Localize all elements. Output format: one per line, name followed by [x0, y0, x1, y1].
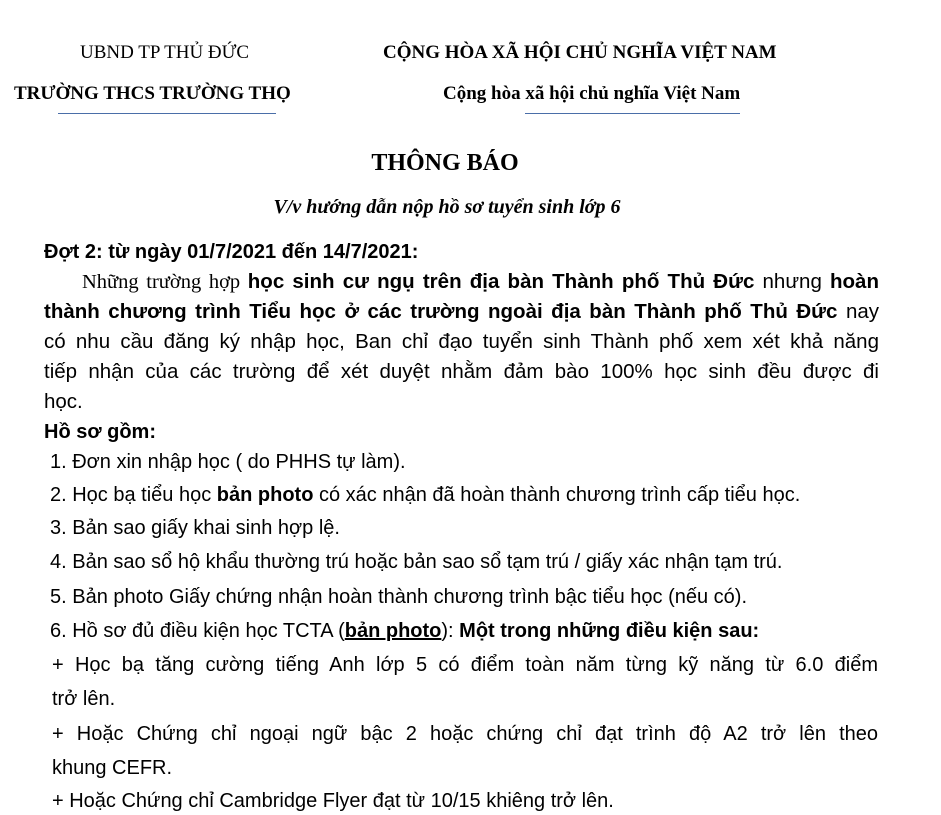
condition-2-line-2: khung CEFR.	[52, 757, 173, 779]
paragraph-line-2	[44, 300, 879, 324]
right-header-rule	[525, 113, 740, 114]
paragraph-mid: nhưng	[754, 270, 831, 293]
paragraph-line-5: học.	[44, 390, 83, 413]
condition-1-line-1: + Học bạ tăng cường tiếng Anh lớp 5 có điểm toàn năm từng kỹ năng từ 6.0 điểm	[52, 654, 878, 676]
documents-heading: Hồ sơ gồm:	[44, 421, 156, 443]
document-subtitle: V/v hướng dẫn nộp hồ sơ tuyển sinh lớp 6	[273, 196, 621, 218]
round-heading: Đợt 2: từ ngày 01/7/2021 đến 14/7/2021:	[44, 241, 419, 263]
list-item-6-mid: ):	[441, 620, 460, 642]
paragraph-bold-program: thành chương trình Tiểu học ở các trường ngoài địa bàn Thành phố Thủ Đức	[44, 300, 838, 323]
list-item-3: 3. Bản sao giấy khai sinh hợp lệ.	[50, 517, 340, 539]
list-item-2-pre: 2. Học bạ tiểu học	[50, 484, 217, 506]
paragraph-line-1	[44, 270, 879, 294]
paragraph-rest: nay	[837, 300, 879, 323]
left-header-rule	[58, 113, 276, 114]
paragraph-line-4: tiếp nhận của các trường để xét duyệt nhằm đảm bào 100% học sinh đều được đi	[44, 360, 879, 383]
school-name: TRƯỜNG THCS TRƯỜNG THỌ	[14, 83, 291, 104]
paragraph-prefix: Những trường hợp	[82, 271, 248, 293]
paragraph-bold-complete: hoàn	[830, 270, 879, 293]
list-item-2-bold: bản photo	[216, 484, 314, 506]
condition-3: + Hoặc Chứng chỉ Cambridge Flyer đạt từ 10/15 khiêng trở lên.	[52, 790, 614, 812]
list-item-2	[50, 484, 800, 507]
list-item-1: 1. Đơn xin nhập học ( do PHHS tự làm).	[50, 451, 406, 473]
paragraph-bold-residence: học sinh cư ngụ trên địa bàn Thành phố Thủ Đức	[247, 270, 755, 293]
district-committee-label: UBND TP THỦ ĐỨC	[80, 42, 250, 63]
list-item-6-underline: bản photo	[344, 620, 442, 642]
condition-1-line-2: trở lên.	[52, 688, 116, 710]
national-motto: Cộng hòa xã hội chủ nghĩa Việt Nam	[443, 83, 741, 104]
list-item-5: 5. Bản photo Giấy chứng nhận hoàn thành chương trình bậc tiểu học (nếu có).	[50, 586, 748, 608]
list-item-6-pre: 6. Hồ sơ đủ điều kiện học TCTA (	[50, 620, 345, 642]
list-item-2-post: có xác nhận đã hoàn thành chương trình cấp tiểu học.	[313, 484, 801, 506]
list-item-6-bold: Một trong những điều kiện sau:	[459, 620, 760, 642]
list-item-6	[50, 620, 759, 643]
condition-2-line-1: + Hoặc Chứng chỉ ngoại ngữ bậc 2 hoặc chứng chỉ đạt trình độ A2 trở lên theo	[52, 723, 878, 745]
national-title: CỘNG HÒA XÃ HỘI CHỦ NGHĨA VIỆT NAM	[383, 42, 777, 63]
list-item-4: 4. Bản sao sổ hộ khẩu thường trú hoặc bản sao sổ tạm trú / giấy xác nhận tạm trú.	[50, 551, 783, 573]
document-title: THÔNG BÁO	[371, 150, 519, 176]
paragraph-line-3: có nhu cầu đăng ký nhập học, Ban chỉ đạo tuyển sinh Thành phố xem xét khả năng	[44, 330, 879, 353]
